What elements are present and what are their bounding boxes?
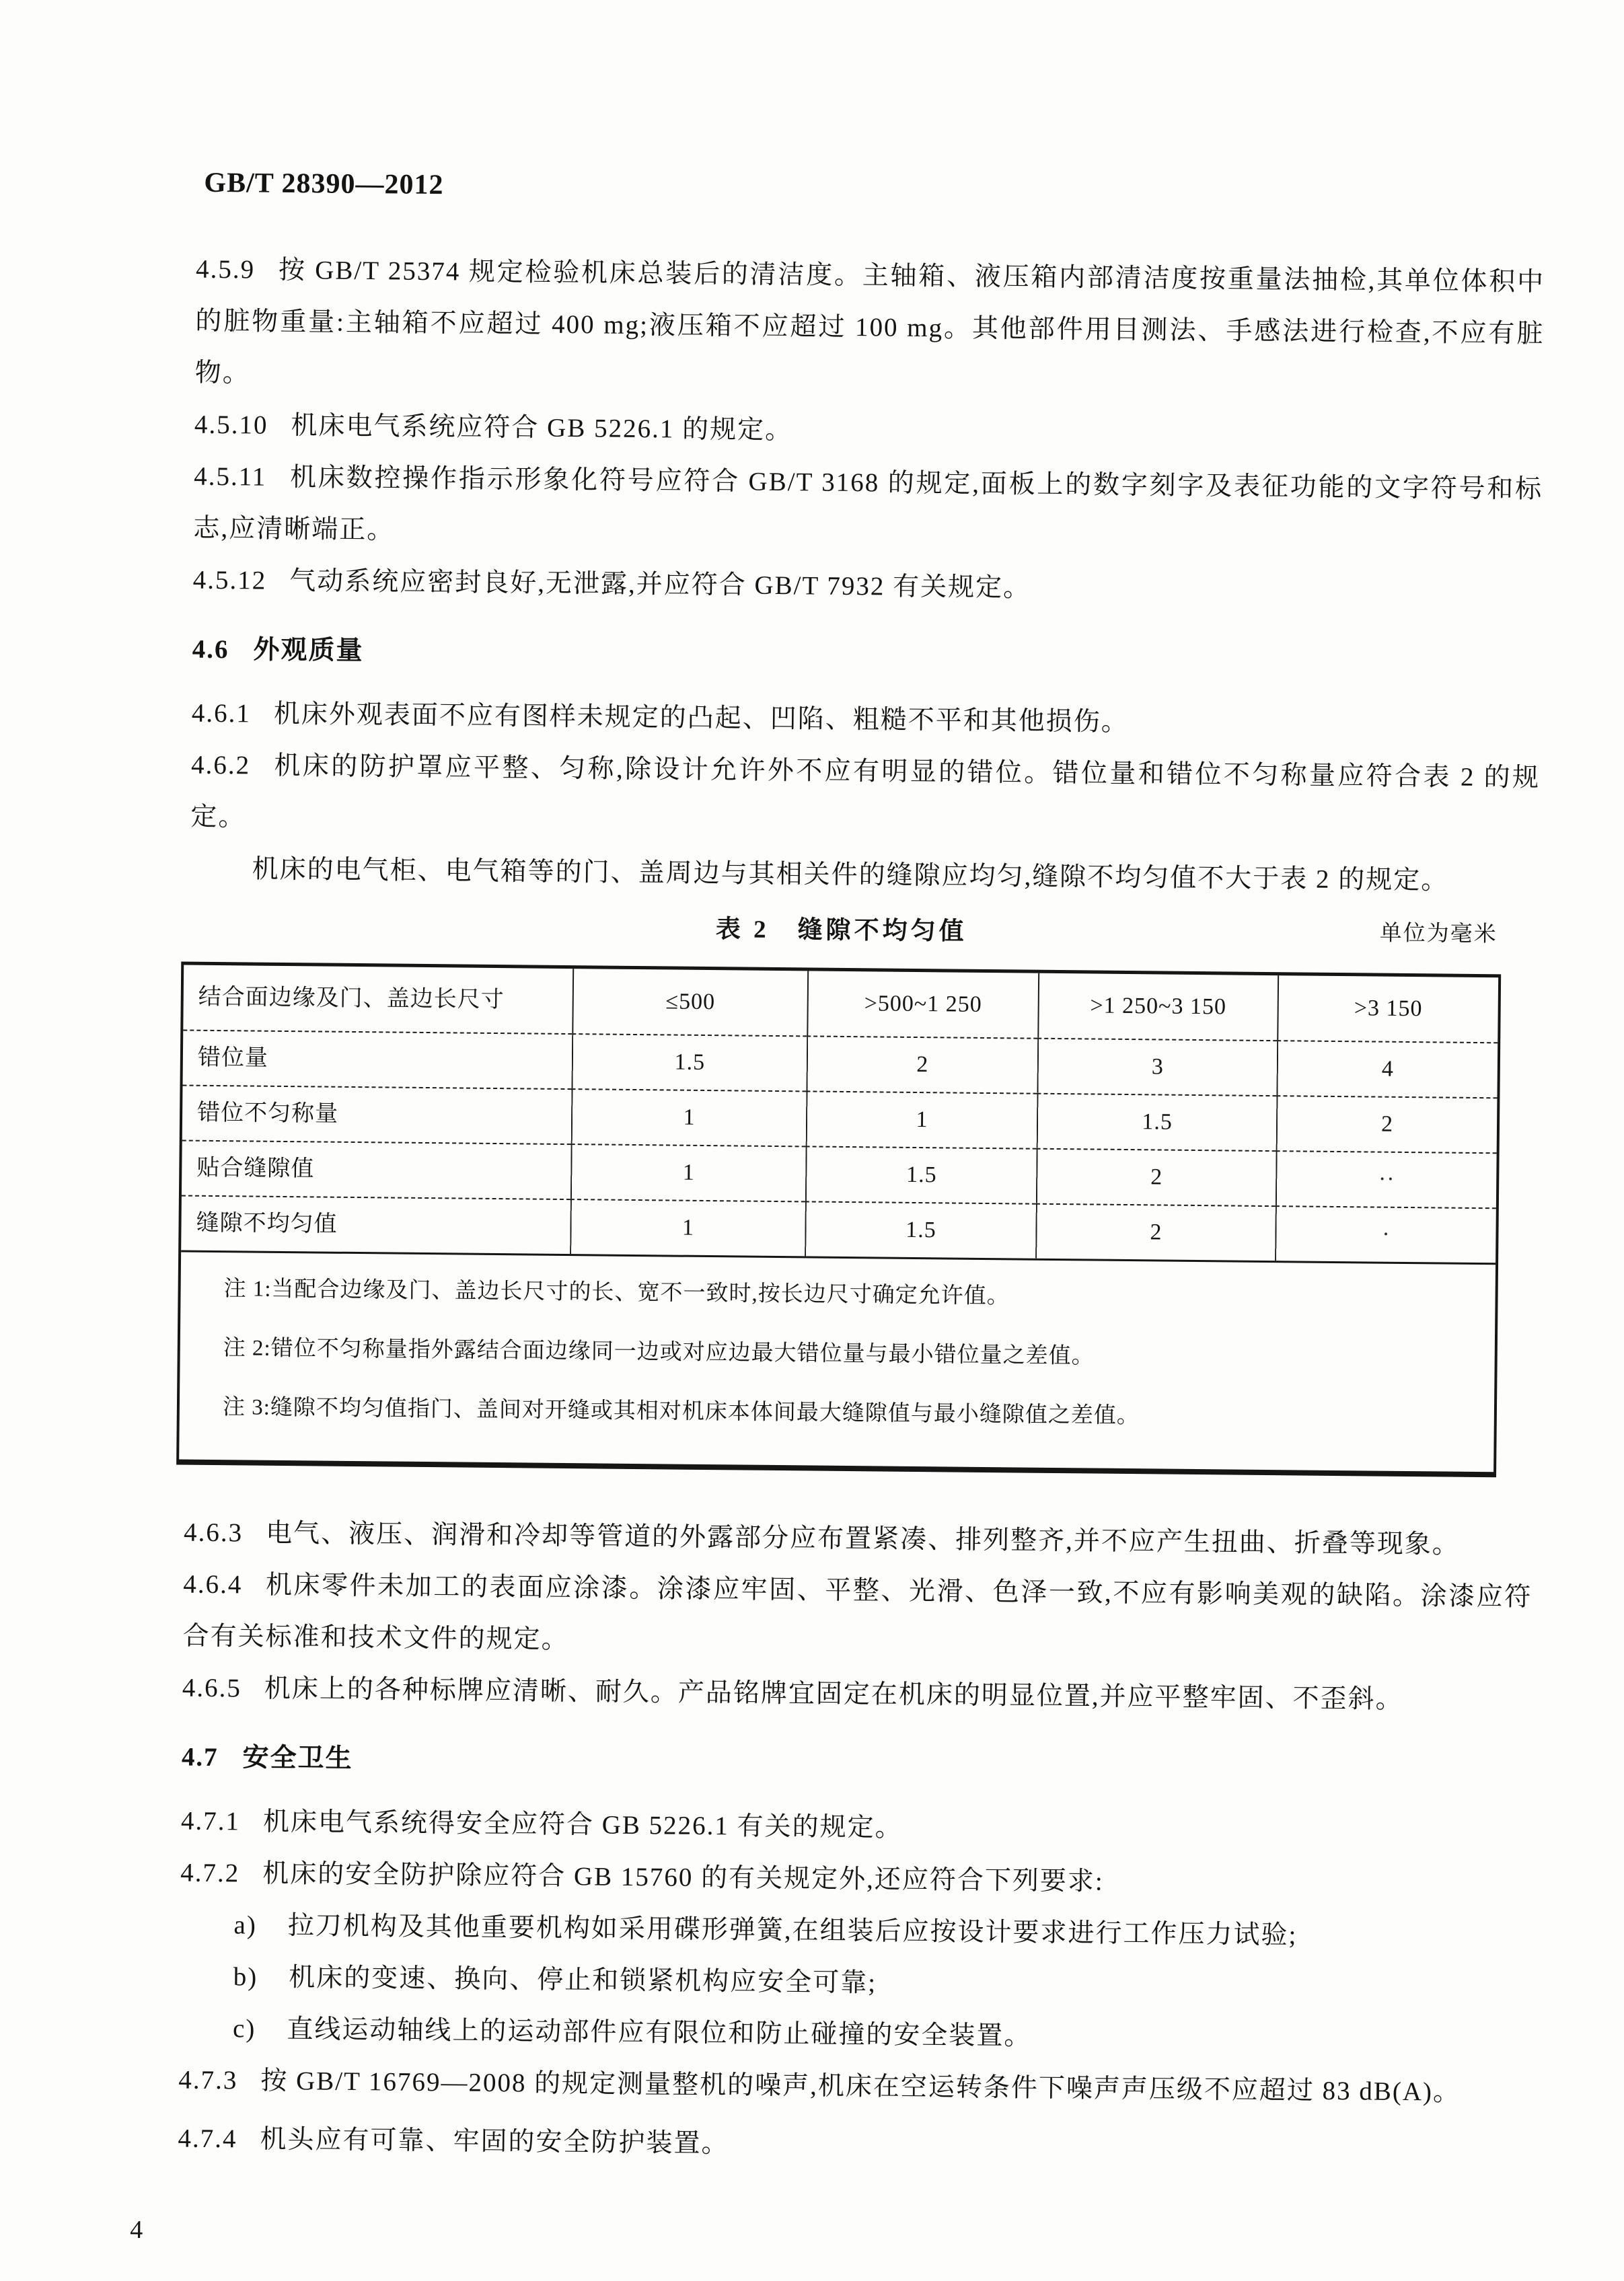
- clause-number: 4.7.3: [178, 2065, 238, 2095]
- item-marker: b): [233, 1962, 258, 1992]
- table-header-cell: 结合面边缘及门、盖边长尺寸: [198, 984, 505, 1012]
- clause-text: 机床零件未加工的表面应涂漆。涂漆应牢固、平整、光滑、色泽一致,不应有影响美观的缺陷。涂漆应符合有关标准和技术文件的规定。: [182, 1570, 1533, 1655]
- heading-4-7: [182, 1731, 1531, 1796]
- table-caption-row: [182, 904, 1502, 959]
- item-text: 拉刀机构及其他重要机构如采用碟形弹簧,在组装后应按设计要求进行工作压力试验;: [287, 1911, 1298, 1950]
- table-cell: 1.5: [805, 1201, 1036, 1258]
- table-cell: 2: [1035, 1203, 1276, 1261]
- table-header-cell: >3 150: [1277, 975, 1498, 1042]
- table-note-2: 注 2:错位不匀称量指外露结合面边缘同一边或对应边最大错位量与最小错位量之差值。: [223, 1336, 1095, 1369]
- clause-text: 机床的安全防护除应符合 GB 15760 的有关规定外,还应符合下列要求:: [262, 1859, 1104, 1896]
- table-row-label: 贴合缝隙值: [182, 1140, 571, 1199]
- clause-text: 机床外观表面不应有图样未规定的凸起、凹陷、粗糙不平和其他损伤。: [273, 699, 1129, 737]
- table-cell: 1.5: [1037, 1093, 1277, 1150]
- table-2-grid: [181, 965, 1498, 1263]
- heading-4-6: [192, 624, 1541, 688]
- clause-text: 机床电气系统得安全应符合 GB 5226.1 有关的规定。: [262, 1807, 903, 1842]
- clause-number: 4.6.4: [183, 1569, 243, 1600]
- clause-number: 4.7.4: [178, 2124, 237, 2154]
- clause-text: 气动系统应密封良好,无泄露,并应符合 GB/T 7932 有关规定。: [289, 566, 1031, 603]
- clause-text: 机床电气系统应符合 GB 5226.1 的规定。: [291, 411, 793, 445]
- table-header-cell: >1 250~3 150: [1037, 973, 1278, 1040]
- clause-text: 按 GB/T 16769—2008 的规定测量整机的噪声,机床在空运转条件下噪声声压级不应超过 83 dB(A)。: [260, 2066, 1461, 2107]
- item-text: 直线运动轴线上的运动部件应有限位和防止碰撞的安全装置。: [287, 2015, 1032, 2051]
- clause-number: 4.5.12: [192, 565, 267, 595]
- clause-text: 电气、液压、润滑和冷却等管道的外露部分应布置紧凑、排列整齐,并不应产生扭曲、折叠等现象。: [265, 1518, 1461, 1559]
- table-header-cell: >500~1 250: [807, 971, 1038, 1037]
- table-note-1: 注 1:当配合边缘及门、盖边长尺寸的长、宽不一致时,按长边尺寸确定允许值。: [223, 1277, 1010, 1309]
- table-caption: 表 2 缝隙不均匀值: [715, 915, 967, 946]
- clause-number: 4.6.1: [191, 698, 252, 728]
- table-cell: 1.5: [572, 1033, 807, 1090]
- table-cell-blank: ··: [1276, 1150, 1497, 1207]
- item-text: 机床的变速、换向、停止和锁紧机构应安全可靠;: [289, 1963, 877, 1998]
- table-cell: 1.5: [805, 1146, 1037, 1203]
- clause-text: 按 GB/T 25374 规定检验机床总装后的清洁度。主轴箱、液压箱内部清洁度按重量法抽检,其单位体积中的脏物重量:主轴箱不应超过 400 mg;液压箱不应超过 100 mg。其他部件用目测法、手感法进行检查,不应有脏物。: [194, 255, 1545, 388]
- table-row-label: 错位不匀称量: [182, 1085, 572, 1144]
- clause-number: 4.6.5: [182, 1673, 242, 1703]
- standard-number: GB/T 28390—2012: [204, 167, 444, 201]
- document-body: [178, 244, 1545, 2177]
- table-cell: 1: [571, 1088, 807, 1146]
- table-note-3: 注 3:缝隙不均匀值指门、盖间对开缝或其相对机床本体间最大缝隙值与最小缝隙值之差值。: [222, 1395, 1140, 1429]
- clause-4-6-4: [182, 1559, 1532, 1675]
- clause-text: 机床的防护罩应平整、匀称,除设计允许外不应有明显的错位。错位量和错位不匀称量应符合表 2 的规定。: [190, 751, 1541, 832]
- clause-4-7-4: [178, 2113, 1527, 2177]
- table-unit-note: 单位为毫米: [1379, 921, 1498, 947]
- clause-text: 机床上的各种标牌应清晰、耐久。产品铭牌宜固定在机床的明显位置,并应平整牢固、不歪斜。: [264, 1674, 1403, 1714]
- table-cell: 2: [1036, 1148, 1276, 1205]
- table-row-label: 缝隙不均匀值: [181, 1195, 570, 1255]
- table-notes: [179, 1250, 1496, 1472]
- clause-4-5-9: [194, 244, 1545, 412]
- table-cell: 4: [1276, 1040, 1498, 1097]
- heading-title: 安全卫生: [242, 1743, 353, 1774]
- clause-4-5-11: [193, 451, 1543, 567]
- clause-text: 机床数控操作指示形象化符号应符合 GB/T 3168 的规定,面板上的数字刻字及表征功能的文字符号和标志,应清晰端正。: [193, 463, 1543, 545]
- clause-number: 4.5.10: [194, 410, 268, 440]
- table-cell: 2: [1276, 1095, 1498, 1152]
- table-cell: 2: [806, 1035, 1037, 1092]
- clause-number: 4.6.3: [183, 1518, 244, 1548]
- heading-number: 4.7: [181, 1742, 219, 1772]
- table-cell-blank: ·: [1275, 1205, 1496, 1263]
- item-marker: c): [232, 2014, 256, 2044]
- page-number: 4: [129, 2215, 143, 2245]
- clause-number: 4.5.11: [194, 461, 267, 492]
- clause-4-6-2: [190, 739, 1540, 856]
- clause-number: 4.5.9: [195, 254, 256, 285]
- clause-text: 机头应有可靠、牢固的安全防护装置。: [260, 2124, 729, 2159]
- clause-number: 4.7.1: [180, 1806, 241, 1836]
- table-row-label: 错位量: [183, 1030, 573, 1089]
- table-2: [176, 961, 1501, 1477]
- paragraph-gap-requirement: 机床的电气柜、电气箱等的门、盖周边与其相关件的缝隙应均匀,缝隙不均匀值不大于表 2 的规定。: [252, 854, 1449, 895]
- item-marker: a): [233, 1910, 258, 1940]
- clause-number: 4.6.2: [190, 750, 251, 780]
- heading-number: 4.6: [192, 634, 229, 665]
- table-header-cell: ≤500: [572, 969, 807, 1035]
- clause-number: 4.7.2: [180, 1858, 240, 1888]
- table-cell: 1: [570, 1144, 806, 1201]
- table-cell: 1: [806, 1090, 1037, 1148]
- table-cell: 1: [570, 1199, 805, 1256]
- heading-title: 外观质量: [253, 635, 364, 666]
- table-cell: 3: [1037, 1038, 1277, 1095]
